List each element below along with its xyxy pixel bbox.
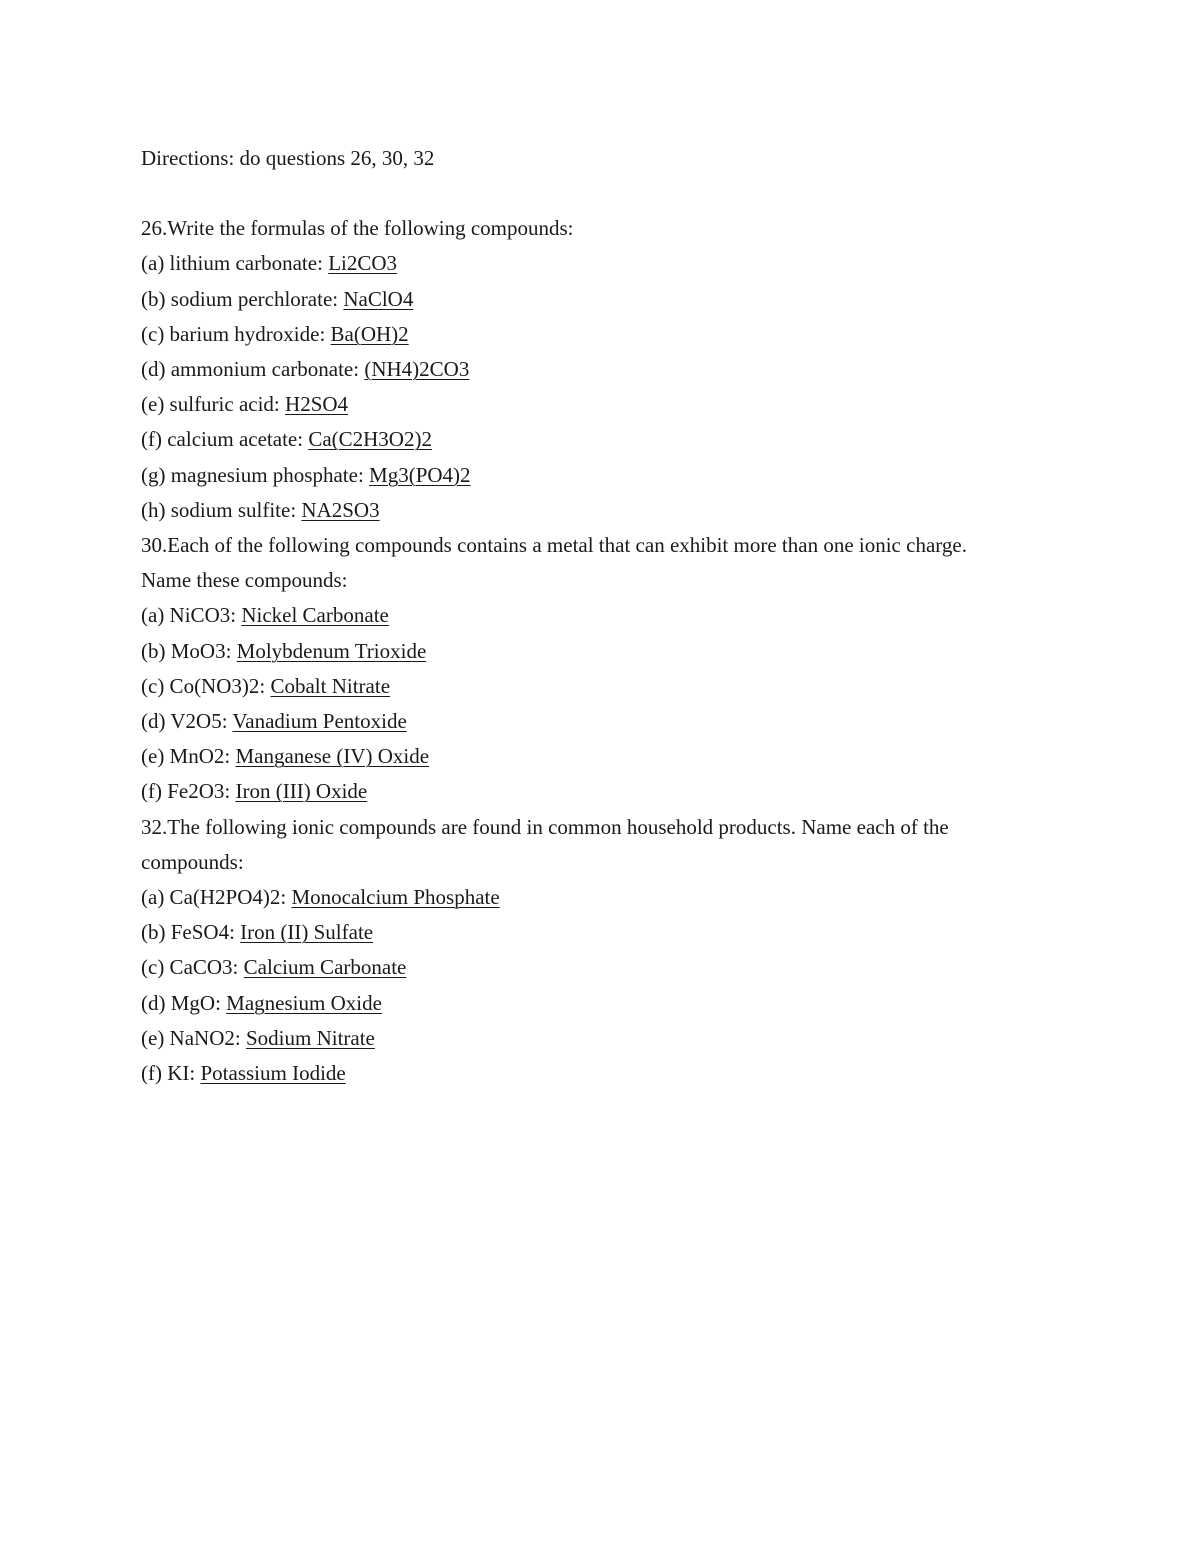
item-label: (g) magnesium phosphate:: [141, 462, 370, 487]
item-label: (b) sodium perchlorate:: [141, 286, 344, 311]
item-answer: Vanadium Pentoxide: [232, 709, 407, 734]
q26-item-f: [141, 422, 1041, 457]
item-label: (c) barium hydroxide:: [141, 321, 331, 346]
q26-item-e: [141, 387, 1041, 422]
item-answer: NA2SO3: [301, 497, 380, 522]
item-answer: Sodium Nitrate: [245, 1025, 375, 1050]
question-30-prompt-line2: Name these compounds:: [141, 568, 348, 593]
item-label: (a) lithium carbonate:: [141, 251, 329, 276]
question-32-prompt-line2: compounds:: [141, 849, 244, 874]
question-30-prompt-line1: 30.Each of the following compounds contains a metal that can exhibit more than one ionic charge.: [141, 533, 967, 558]
item-label: (h) sodium sulfite:: [141, 497, 302, 522]
item-answer: Monocalcium Phosphate: [291, 885, 500, 910]
q30-item-d: [141, 704, 1041, 739]
document-body: [141, 141, 1041, 1091]
item-answer: H2SO4: [285, 392, 349, 417]
question-32-prompt-line1: 32.The following ionic compounds are found in common household products. Name each of the: [141, 814, 949, 839]
q30-item-e: [141, 739, 1041, 774]
item-label: (e) sulfuric acid:: [141, 392, 286, 417]
question-32: [141, 810, 1041, 1092]
q26-item-a: [141, 246, 1041, 281]
item-answer: Mg3(PO4)2: [369, 462, 471, 487]
item-answer: Cobalt Nitrate: [270, 673, 391, 698]
question-30: [141, 528, 1041, 810]
directions: Directions: do questions 26, 30, 32: [141, 146, 435, 170]
item-label: (f) KI:: [141, 1061, 201, 1086]
item-label: (f) calcium acetate:: [141, 427, 309, 452]
q26-item-g: [141, 458, 1041, 493]
item-answer: Magnesium Oxide: [226, 990, 382, 1015]
question-26: [141, 211, 1041, 528]
q32-item-d: [141, 986, 1041, 1021]
item-answer: Ba(OH)2: [330, 321, 409, 346]
q26-item-d: [141, 352, 1041, 387]
item-label: (a) NiCO3:: [141, 603, 242, 628]
q30-item-c: [141, 669, 1041, 704]
item-label: (d) ammonium carbonate:: [141, 357, 365, 382]
item-answer: Calcium Carbonate: [243, 955, 407, 980]
q30-item-b: [141, 634, 1041, 669]
item-label: (f) Fe2O3:: [141, 779, 236, 804]
q32-item-f: [141, 1056, 1041, 1091]
q30-item-a: [141, 598, 1041, 633]
item-label: (c) CaCO3:: [141, 955, 244, 980]
question-26-prompt: 26.Write the formulas of the following compounds:: [141, 216, 574, 241]
item-label: (d) V2O5:: [141, 709, 233, 734]
item-label: (e) NaNO2:: [141, 1025, 246, 1050]
item-answer: Molybdenum Trioxide: [236, 638, 427, 663]
item-answer: Manganese (IV) Oxide: [235, 744, 430, 769]
q32-item-c: [141, 950, 1041, 985]
q32-item-b: [141, 915, 1041, 950]
item-label: (e) MnO2:: [141, 744, 236, 769]
item-answer: Potassium Iodide: [200, 1061, 346, 1086]
q32-item-a: [141, 880, 1041, 915]
item-label: (b) MoO3:: [141, 638, 237, 663]
item-label: (c) Co(NO3)2:: [141, 673, 271, 698]
q26-item-c: [141, 317, 1041, 352]
item-label: (a) Ca(H2PO4)2:: [141, 885, 292, 910]
item-answer: NaClO4: [343, 286, 414, 311]
q26-item-h: [141, 493, 1041, 528]
item-answer: Li2CO3: [328, 251, 398, 276]
q26-item-b: [141, 282, 1041, 317]
item-label: (d) MgO:: [141, 990, 227, 1015]
item-answer: Nickel Carbonate: [241, 603, 389, 628]
item-answer: Ca(C2H3O2)2: [308, 427, 432, 452]
q32-item-e: [141, 1021, 1041, 1056]
blank-line: [141, 176, 1041, 211]
q30-item-f: [141, 774, 1041, 809]
item-answer: (NH4)2CO3: [364, 357, 470, 382]
item-label: (b) FeSO4:: [141, 920, 241, 945]
item-answer: Iron (III) Oxide: [235, 779, 368, 804]
item-answer: Iron (II) Sulfate: [240, 920, 374, 945]
